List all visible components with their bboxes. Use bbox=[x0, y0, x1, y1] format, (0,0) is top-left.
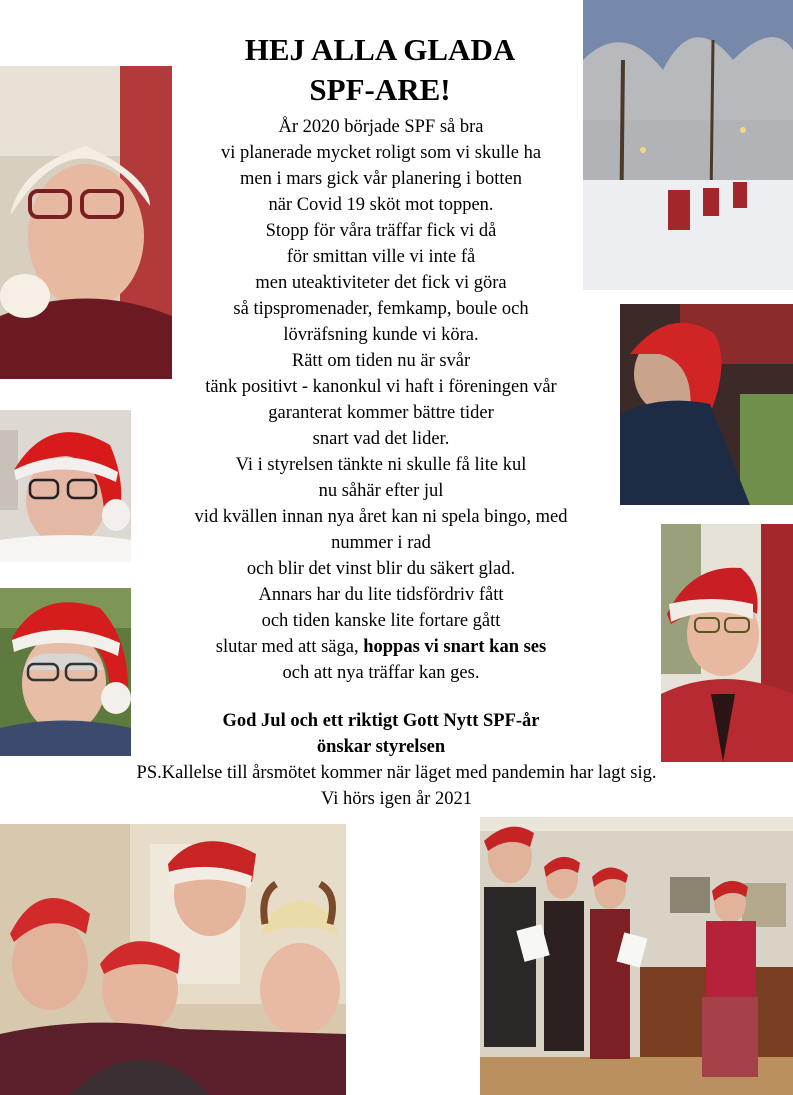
photo-woman-santa-hat-garden-left bbox=[0, 588, 131, 756]
page-title-line-1: HEJ ALLA GLADA bbox=[244, 32, 516, 67]
poem-line: och att nya träffar kan ges. bbox=[282, 663, 480, 683]
page-title-line-2: SPF-ARE! bbox=[309, 72, 451, 107]
photo-woman-santa-hat-top-left bbox=[0, 66, 172, 379]
postscript bbox=[40, 760, 753, 812]
poem-line: och tiden kanske lite fortare gått bbox=[261, 611, 501, 631]
postscript-line-2: Vi hörs igen år 2021 bbox=[321, 789, 472, 809]
poem-line: Stopp för våra träffar fick vi då bbox=[265, 221, 497, 241]
poem-line: År 2020 började SPF så bra bbox=[278, 117, 484, 137]
poem-line: lövräfsning kunde vi köra. bbox=[283, 325, 479, 345]
page-title bbox=[170, 30, 590, 110]
poem-line-emphasis: hoppas vi snart kan ses bbox=[363, 637, 547, 657]
photo-man-santa-hat-right bbox=[620, 304, 793, 505]
poem-line: Rätt om tiden nu är svår bbox=[291, 351, 471, 371]
poem-line: tänk positivt - kanonkul vi haft i föreningen vår bbox=[205, 377, 557, 397]
photo-snowy-evening-top-right bbox=[583, 0, 793, 290]
poem-line: Annars har du lite tidsfördriv fått bbox=[258, 585, 504, 605]
poem-line: vid kvällen innan nya året kan ni spela bingo, med bbox=[194, 507, 568, 527]
photo-group-santa-hats-bottom-left bbox=[0, 824, 346, 1095]
poem-text bbox=[150, 114, 612, 686]
poem-line: nu såhär efter jul bbox=[318, 481, 444, 501]
poem-line: men i mars gick vår planering i botten bbox=[239, 169, 523, 189]
postscript-line-1: PS.Kallelse till årsmötet kommer när läget med pandemin har lagt sig. bbox=[136, 763, 657, 783]
poem-line: garanterat kommer bättre tider bbox=[268, 403, 494, 423]
poem-line bbox=[150, 634, 612, 660]
poem-line-text: slutar med att säga, bbox=[215, 637, 364, 657]
poem-line: nummer i rad bbox=[331, 533, 431, 553]
poem-line: snart vad det lider. bbox=[312, 429, 450, 449]
poem-line: för smittan ville vi inte få bbox=[286, 247, 476, 267]
poem-line: men uteaktiviteter det fick vi göra bbox=[255, 273, 507, 293]
poem-line: och blir det vinst blir du säkert glad. bbox=[246, 559, 516, 579]
closing-greeting bbox=[150, 708, 612, 760]
poem-line: så tipspromenader, femkamp, boule och bbox=[233, 299, 529, 319]
photo-woman-red-jacket-right bbox=[661, 524, 793, 762]
photo-group-singing-bottom-right bbox=[480, 817, 793, 1095]
poem-line: Vi i styrelsen tänkte ni skulle få lite kul bbox=[235, 455, 527, 475]
photo-woman-glasses-santa-hat-left bbox=[0, 410, 131, 562]
closing-line-2: önskar styrelsen bbox=[316, 737, 446, 757]
poem-line: när Covid 19 sköt mot toppen. bbox=[268, 195, 494, 215]
poem-line: vi planerade mycket roligt som vi skulle ha bbox=[220, 143, 542, 163]
closing-line-1: God Jul och ett riktigt Gott Nytt SPF-år bbox=[222, 711, 540, 731]
